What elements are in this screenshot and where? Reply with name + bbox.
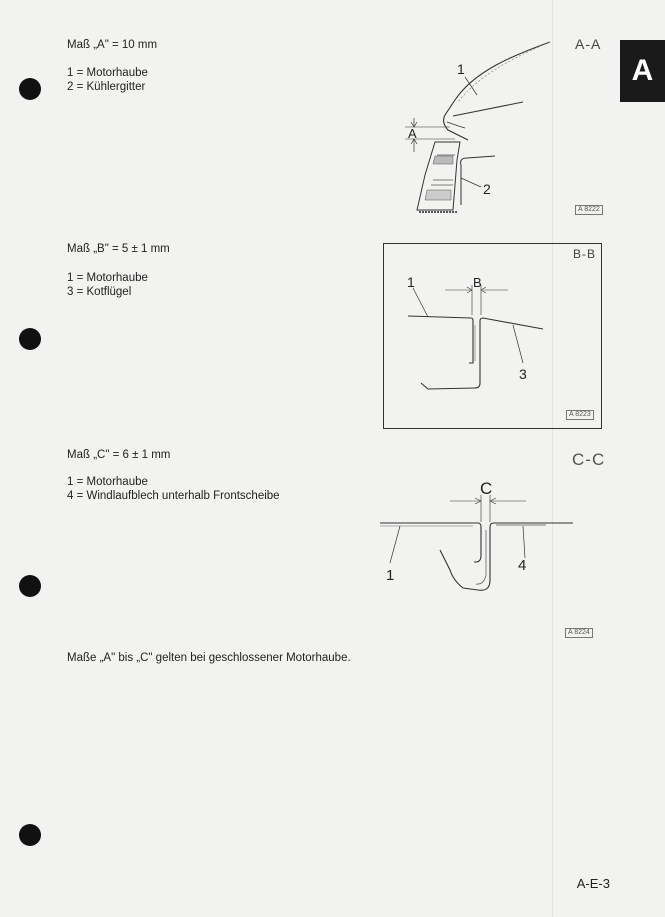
- diagram-b-frame: [383, 243, 603, 430]
- section-b-item-1: 1 = Motorhaube: [67, 272, 148, 284]
- section-c-item-2: 4 = Windlaufblech unterhalb Frontscheibe: [67, 490, 280, 502]
- figure-ref-a: A 8222: [575, 205, 603, 215]
- binder-hole: [19, 824, 41, 846]
- callout-4: 4: [518, 557, 527, 574]
- diagram-c: [378, 470, 578, 600]
- binder-hole: [19, 575, 41, 597]
- binder-hole: [19, 328, 41, 350]
- section-a-item-2: 2 = Kühlergitter: [67, 81, 146, 93]
- figure-ref-c: A 8224: [565, 628, 593, 638]
- section-c-item-1: 1 = Motorhaube: [67, 476, 148, 488]
- dimension-b-label: B: [473, 275, 482, 290]
- section-tab: A: [620, 40, 665, 102]
- view-label-b: B-B: [573, 247, 597, 261]
- callout-1: 1: [386, 567, 395, 584]
- section-c-title: Maß „C" = 6 ± 1 mm: [67, 449, 171, 461]
- page-number: A-E-3: [576, 876, 610, 891]
- dimension-a-label: A: [408, 126, 417, 141]
- figure-ref-b: A 8223: [566, 410, 594, 420]
- footnote: Maße „A" bis „C" gelten bei geschlossener Motorhaube.: [67, 652, 351, 664]
- view-label-c: C-C: [572, 450, 606, 469]
- diagram-a: [395, 40, 555, 215]
- section-a-title: Maß „A" = 10 mm: [67, 39, 158, 51]
- callout-1: 1: [457, 61, 465, 77]
- callout-3: 3: [519, 366, 527, 382]
- section-b-item-2: 3 = Kotflügel: [67, 286, 132, 298]
- callout-1: 1: [407, 274, 415, 290]
- section-b-title: Maß „B" = 5 ± 1 mm: [67, 243, 170, 255]
- view-label-a: A-A: [575, 36, 602, 52]
- binder-hole: [19, 78, 41, 100]
- dimension-c-label: C: [480, 479, 493, 498]
- section-a-item-1: 1 = Motorhaube: [67, 67, 148, 79]
- callout-2: 2: [483, 181, 491, 197]
